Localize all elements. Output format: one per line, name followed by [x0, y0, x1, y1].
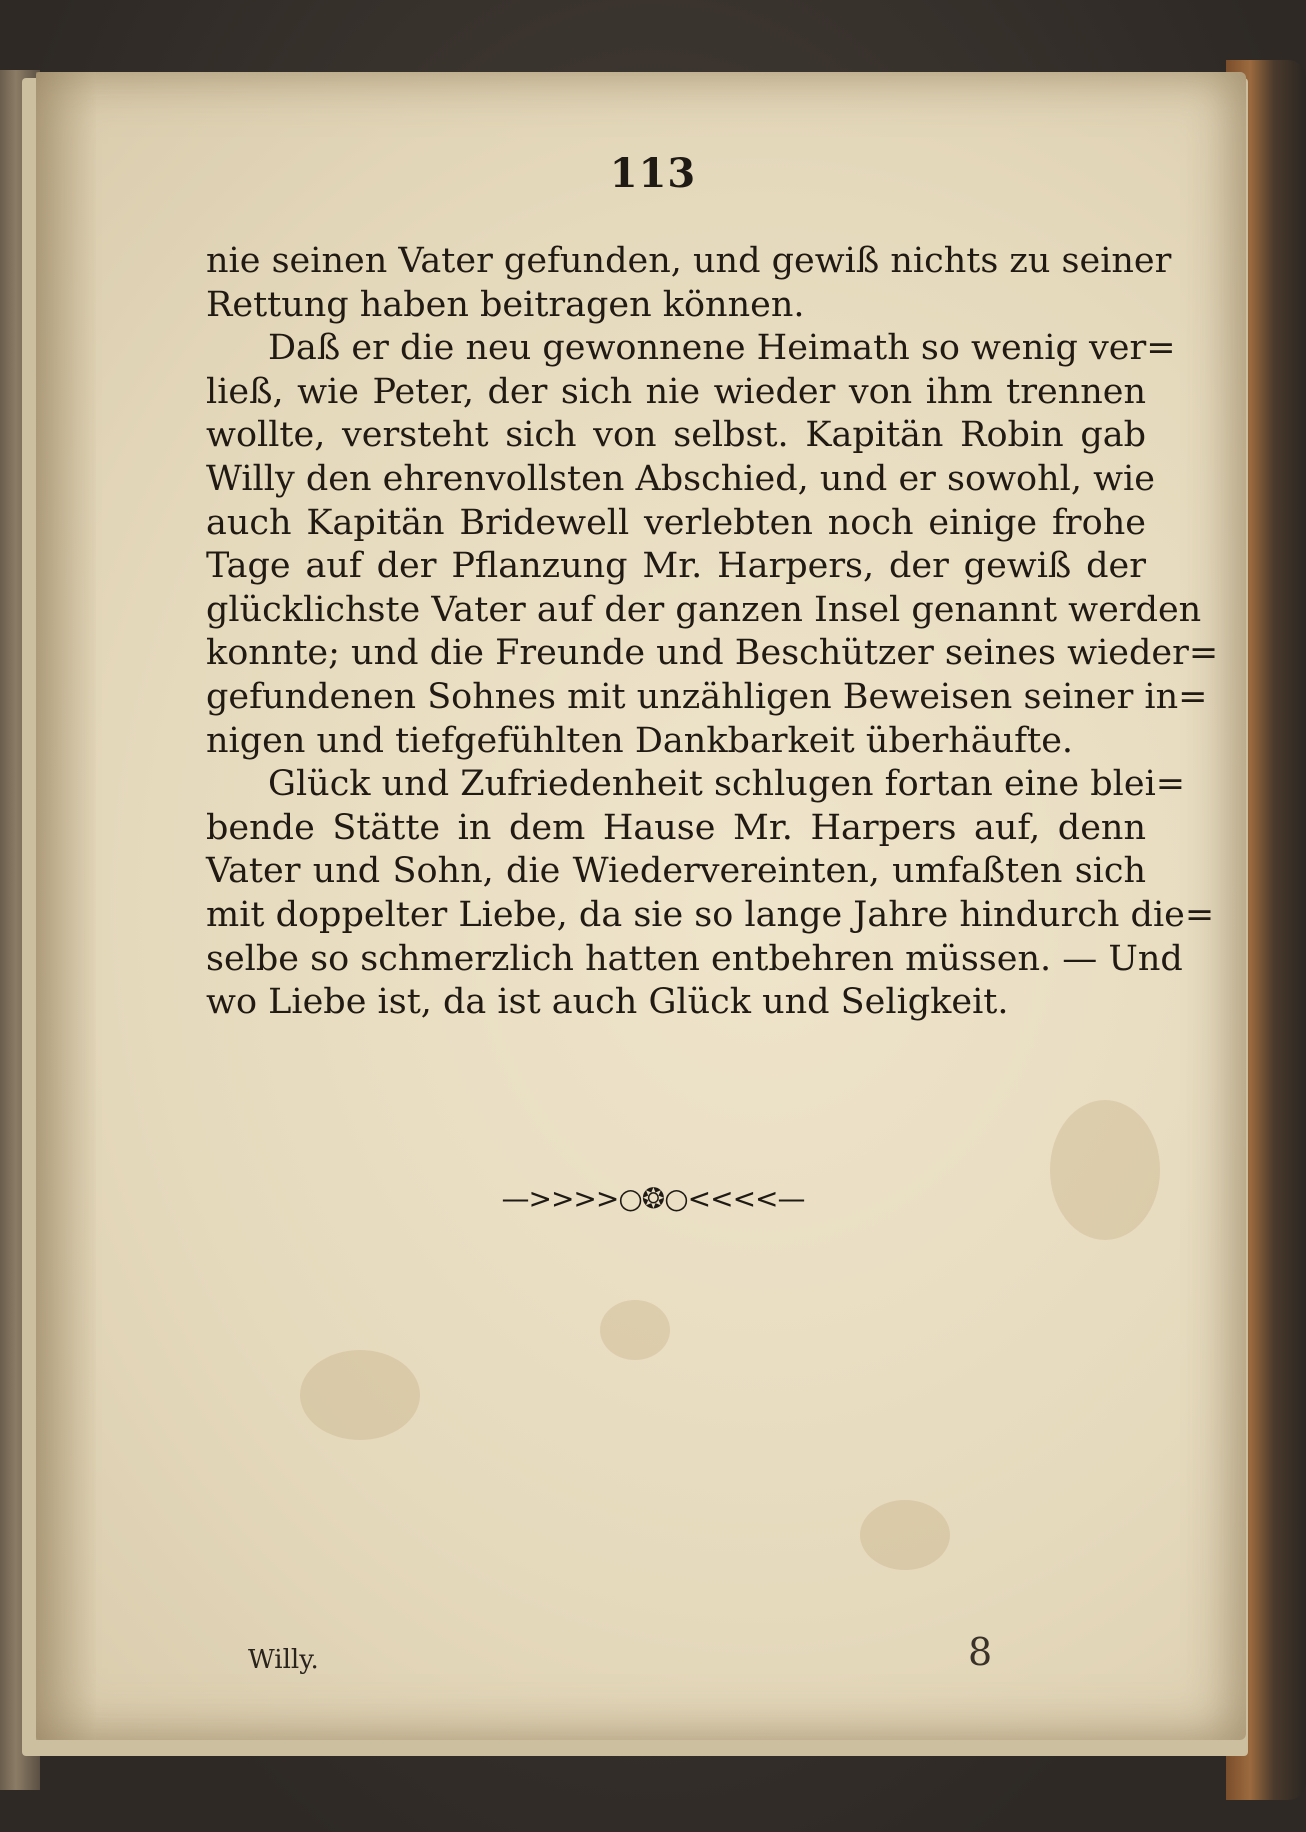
text-line: bende Stätte in dem Hause Mr. Harpers auf, denn	[206, 807, 1146, 848]
text-line: Glück und Zufriedenheit schlugen fortan eine blei=	[268, 764, 1186, 805]
foxing-stain	[600, 1300, 670, 1360]
text-line: wo Liebe ist, da ist auch Glück und Seligkeit.	[206, 982, 1009, 1023]
foxing-stain	[300, 1350, 420, 1440]
sheet-number: 8	[968, 1630, 993, 1674]
text-line: auch Kapitän Bridewell verlebten noch einige frohe	[206, 502, 1146, 543]
text-line: Willy den ehrenvollsten Abschied, und er sowohl, wie	[206, 458, 1155, 499]
page-gutter-shadow	[36, 72, 96, 1740]
body-text	[206, 240, 1219, 1025]
text-line: nigen und tiefgefühlten Dankbarkeit überhäufte.	[206, 720, 1074, 761]
foxing-stain	[1050, 1100, 1160, 1240]
text-line: selbe so schmerzlich hatten entbehren müssen. — Und	[206, 938, 1183, 979]
text-line: gefundenen Sohnes mit unzähligen Beweisen seiner in=	[206, 676, 1208, 717]
page-number: 113	[609, 150, 697, 197]
text-line: Rettung haben beitragen können.	[206, 284, 805, 325]
ornament-divider: —>>>>○❂○<<<<—	[501, 1182, 805, 1215]
text-line: nie seinen Vater gefunden, und gewiß nichts zu seiner	[206, 241, 1172, 281]
text-line: Daß er die neu gewonnene Heimath so wenig ver=	[268, 328, 1176, 369]
text-line: Vater und Sohn, die Wiedervereinten, umfaßten sich	[206, 851, 1146, 892]
text-line: konnte; und die Freunde und Beschützer seines wieder=	[206, 633, 1219, 674]
text-line: mit doppelter Liebe, da sie so lange Jahre hindurch die=	[206, 894, 1215, 935]
text-line: wollte, versteht sich von selbst. Kapitän Robin gab	[206, 415, 1146, 456]
text-line: glücklichste Vater auf der ganzen Insel genannt werden	[206, 589, 1202, 630]
text-line: Tage auf der Pflanzung Mr. Harpers, der gewiß der	[206, 546, 1146, 587]
signature-mark: Willy.	[248, 1645, 319, 1675]
text-line: ließ, wie Peter, der sich nie wieder von ihm trennen	[206, 371, 1146, 412]
foxing-stain	[860, 1500, 950, 1570]
